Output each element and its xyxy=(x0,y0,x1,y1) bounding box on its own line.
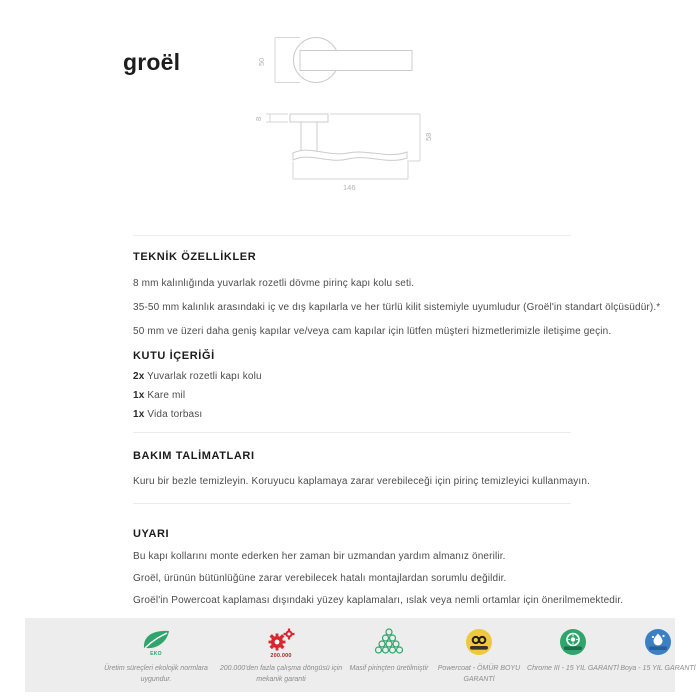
dim-rosette-thickness: 8 xyxy=(254,116,263,121)
technical-paragraph: 50 mm ve üzeri daha geniş kapılar ve/veya cam kapılar için lütfen müşteri hizmetlerimizle iletişime geçin. xyxy=(133,326,612,337)
powercoat-warranty-badge xyxy=(431,628,527,686)
box-item-qty: 1x xyxy=(133,390,145,401)
dim-rosette-diameter: 50 xyxy=(257,57,266,66)
warning-paragraph: Bu kapı kollarını monte ederken her zaman bir uzmandan yardım almanız önerilir. xyxy=(133,551,506,562)
brass-triangle-icon xyxy=(374,628,404,656)
paint-warranty-badge xyxy=(619,628,697,675)
badge-caption: Üretim süreçleri ekolojik normlara uygundur. xyxy=(104,665,208,683)
dim-handle-height: 58 xyxy=(424,132,433,141)
section-divider xyxy=(133,235,571,236)
lever-side-outline xyxy=(293,150,407,160)
care-section-title: BAKIM TALİMATLARI xyxy=(133,450,255,462)
box-item-label: Kare mil xyxy=(144,390,186,401)
eco-badge xyxy=(97,628,215,686)
badge-caption: Masif pirinçten üretilmiştir xyxy=(349,665,429,672)
care-paragraph: Kuru bir bezle temizleyin. Koruyucu kaplamaya zarar verebileceği için pirinç temizleyici kullanmayın. xyxy=(133,476,590,487)
technical-paragraph: 8 mm kalınlığında yuvarlak rozetli dövme pirinç kapı kolu seti. xyxy=(133,278,415,289)
box-item xyxy=(133,409,202,420)
eco-icon-label: EKO xyxy=(150,651,162,657)
warning-paragraph: Groël, ürünün bütünlüğüne zarar verebilecek hatalı montajlardan sorumlu değildir. xyxy=(133,573,507,584)
technical-section-title: TEKNİK ÖZELLİKLER xyxy=(133,251,257,263)
brand-logo: groël xyxy=(123,49,181,75)
box-item xyxy=(133,390,185,401)
dim-handle-length: 146 xyxy=(343,183,356,192)
rosette-side-outline xyxy=(290,114,328,122)
box-item xyxy=(133,371,262,382)
box-item-qty: 2x xyxy=(133,371,145,382)
box-contents-section-title: KUTU İÇERİĞİ xyxy=(133,350,215,362)
mechanical-warranty-badge xyxy=(215,628,347,686)
badge-caption: Chrome III - 15 YIL GARANTİ xyxy=(527,665,619,672)
warning-paragraph: Groël'in Powercoat kaplaması dışındaki yüzey kaplamaları, ıslak veya nemli ortamlar için önerilmemektedir. xyxy=(133,595,624,606)
warning-section-title: UYARI xyxy=(133,528,170,540)
box-item-label: Yuvarlak rozetli kapı kolu xyxy=(144,371,262,382)
lever-front-outline xyxy=(300,51,412,71)
badge-caption: Boya - 15 YIL GARANTİ xyxy=(620,665,696,672)
badge-caption: 200.000'den fazla çalışma döngüsü için mekanik garanti xyxy=(219,665,343,683)
badge-caption: Powercoat - ÖMÜR BOYU GARANTİ xyxy=(437,665,521,683)
cycles-icon-label: 200.000 xyxy=(270,653,292,659)
mechanical-gears-icon xyxy=(266,628,296,652)
stem-side-outline xyxy=(301,122,317,151)
section-divider xyxy=(133,432,571,433)
eco-leaf-icon xyxy=(141,628,171,650)
box-item-label: Vida torbası xyxy=(144,409,203,420)
section-divider xyxy=(133,503,571,504)
technical-paragraph: 35-50 mm kalınlık arasındaki iç ve dış kapılarla ve her türlü kilit sistemiyle uyumludur (Groël'in standart ölçüsüdür).* xyxy=(133,302,661,313)
box-item-qty: 1x xyxy=(133,409,145,420)
certification-footer xyxy=(25,618,696,692)
solid-brass-badge xyxy=(347,628,431,675)
powercoat-infinity-badge-icon xyxy=(465,628,493,656)
paint-badge-icon xyxy=(644,628,672,656)
chrome-warranty-badge xyxy=(527,628,619,675)
chrome-seal-badge-icon xyxy=(559,628,587,656)
handle-technical-drawing xyxy=(250,33,450,193)
